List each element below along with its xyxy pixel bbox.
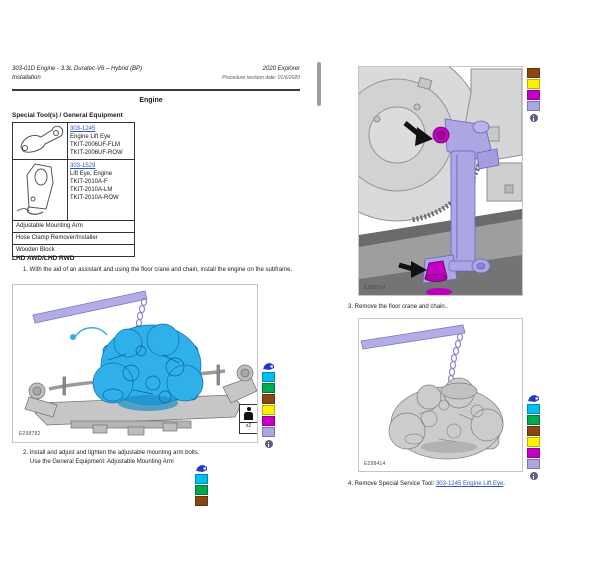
legend-chip-cyan xyxy=(195,474,208,484)
info-icon[interactable] xyxy=(265,440,273,448)
tool-name: Engine Lift Eye xyxy=(70,133,111,140)
crane-beam xyxy=(33,291,147,323)
figure-lift-eye-closeup xyxy=(358,66,523,296)
legend-chip-green xyxy=(527,415,540,425)
figure-label: E298782 xyxy=(19,431,41,437)
tool-kit: TKIT-2010A-ROW xyxy=(70,194,119,201)
legend-chip-brown xyxy=(195,496,208,506)
header-rule xyxy=(12,89,300,91)
tool-text-cell xyxy=(68,123,135,160)
legend-chip-cyan xyxy=(262,372,275,382)
two-person-icon xyxy=(239,404,258,434)
step-4-period: . xyxy=(503,481,505,487)
legend-chip-lavender xyxy=(527,101,540,111)
figure1-legend xyxy=(262,362,275,448)
page-title: Engine xyxy=(139,97,163,104)
equipment-adjustable-mounting-arm: Adjustable Mounting Arm xyxy=(13,221,135,233)
tools-heading: Special Tool(s) / General Equipment xyxy=(12,112,123,119)
remove-crane-illustration xyxy=(359,319,522,471)
header-right xyxy=(150,65,300,83)
tool-row-303-1529 xyxy=(13,160,135,221)
tool-image-cell xyxy=(13,123,68,160)
legend-chip-magenta xyxy=(527,90,540,100)
figure-label: E299514 xyxy=(364,285,386,291)
legend-chip-yellow xyxy=(527,79,540,89)
scrollbar-thumb[interactable] xyxy=(317,62,321,106)
info-icon[interactable] xyxy=(530,114,538,122)
figure-engine-install xyxy=(12,284,258,443)
floor xyxy=(359,209,522,295)
equipment-row xyxy=(13,233,135,245)
header-vehicle: 2020 Explorer xyxy=(262,66,300,72)
legend-chip-green xyxy=(195,485,208,495)
step2-legend xyxy=(195,464,208,506)
step-3: 3. Remove the floor crane and chain.. xyxy=(348,304,449,310)
legend-chip-magenta xyxy=(262,416,275,426)
legend-chip-brown xyxy=(527,68,540,78)
step-4-text: 4. Remove Special Service Tool: xyxy=(348,481,436,487)
step-4-tool-link[interactable]: 303-1245 Engine Lift Eye xyxy=(435,481,504,487)
tool-kit: TKIT-2010A-LM xyxy=(70,186,113,193)
tool-kit: TKIT-2006UF-FLM xyxy=(70,141,121,148)
header-section-title: 303-01D Engine - 3.3L Duratec-V6 – Hybrid (BP) xyxy=(12,66,142,72)
step-2-line1: 2. Install and adjust and tighten the adjustable mounting arm bolts. xyxy=(23,450,200,456)
special-tools-table xyxy=(12,122,135,257)
tool-kit: TKIT-2006UF-ROW xyxy=(70,149,123,156)
legend-chip-lavender xyxy=(527,459,540,469)
header-revision-date: Procedure revision date: 01/6/2020 xyxy=(222,75,300,81)
torque-icon xyxy=(262,362,275,371)
equipment-row xyxy=(13,221,135,233)
tool-303-1245-link[interactable]: 303-1245 xyxy=(70,125,96,132)
engine-gray xyxy=(389,378,503,459)
engine-install-illustration xyxy=(13,285,257,442)
equipment-hose-clamp-remover: Hose Clamp Remover/Installer xyxy=(13,233,135,245)
step-2 xyxy=(23,449,299,467)
legend-chip-green xyxy=(262,383,275,393)
crane-beam xyxy=(361,325,465,349)
crew-count-label: x2 xyxy=(240,422,257,430)
figure-remove-crane xyxy=(358,318,523,472)
step-2-line2: Use the General Equipment: Adjustable Mounting Arm xyxy=(30,459,174,465)
torque-icon xyxy=(527,394,540,403)
legend-chip-yellow xyxy=(527,437,540,447)
equipment-wooden-block: Wooden Block xyxy=(13,245,135,257)
legend-chip-cyan xyxy=(527,404,540,414)
figure-label: E298414 xyxy=(364,461,386,467)
figure3-legend xyxy=(527,394,540,480)
lift-eye-engine-tool-image xyxy=(15,161,65,217)
lhd-heading: LHD AWD/LHD RWD xyxy=(12,255,75,262)
legend-chip-lavender xyxy=(262,427,275,437)
legend-chip-brown xyxy=(262,394,275,404)
tool-name: Lift Eye, Engine xyxy=(70,170,113,177)
legend-chip-yellow xyxy=(262,405,275,415)
step-4 xyxy=(348,480,588,489)
header-subsection: Installation xyxy=(12,75,41,81)
tool-kit: TKIT-2010A-F xyxy=(70,178,108,185)
tool-303-1529-link[interactable]: 303-1529 xyxy=(70,162,96,169)
figure2-legend xyxy=(527,68,540,122)
legend-chip-brown xyxy=(527,426,540,436)
tool-row-303-1245 xyxy=(13,123,135,160)
step-1: 1. With the aid of an assistant and using the floor crane and chain, install the engine on the subframe. xyxy=(23,267,293,273)
engine-lift-eye-tool-image xyxy=(15,124,65,156)
tool-image-cell xyxy=(13,160,68,221)
torque-icon xyxy=(195,464,208,473)
person-icon xyxy=(244,407,253,420)
legend-chip-magenta xyxy=(527,448,540,458)
lift-eye-illustration xyxy=(359,67,522,295)
info-icon[interactable] xyxy=(530,472,538,480)
tool-text-cell xyxy=(68,160,135,221)
